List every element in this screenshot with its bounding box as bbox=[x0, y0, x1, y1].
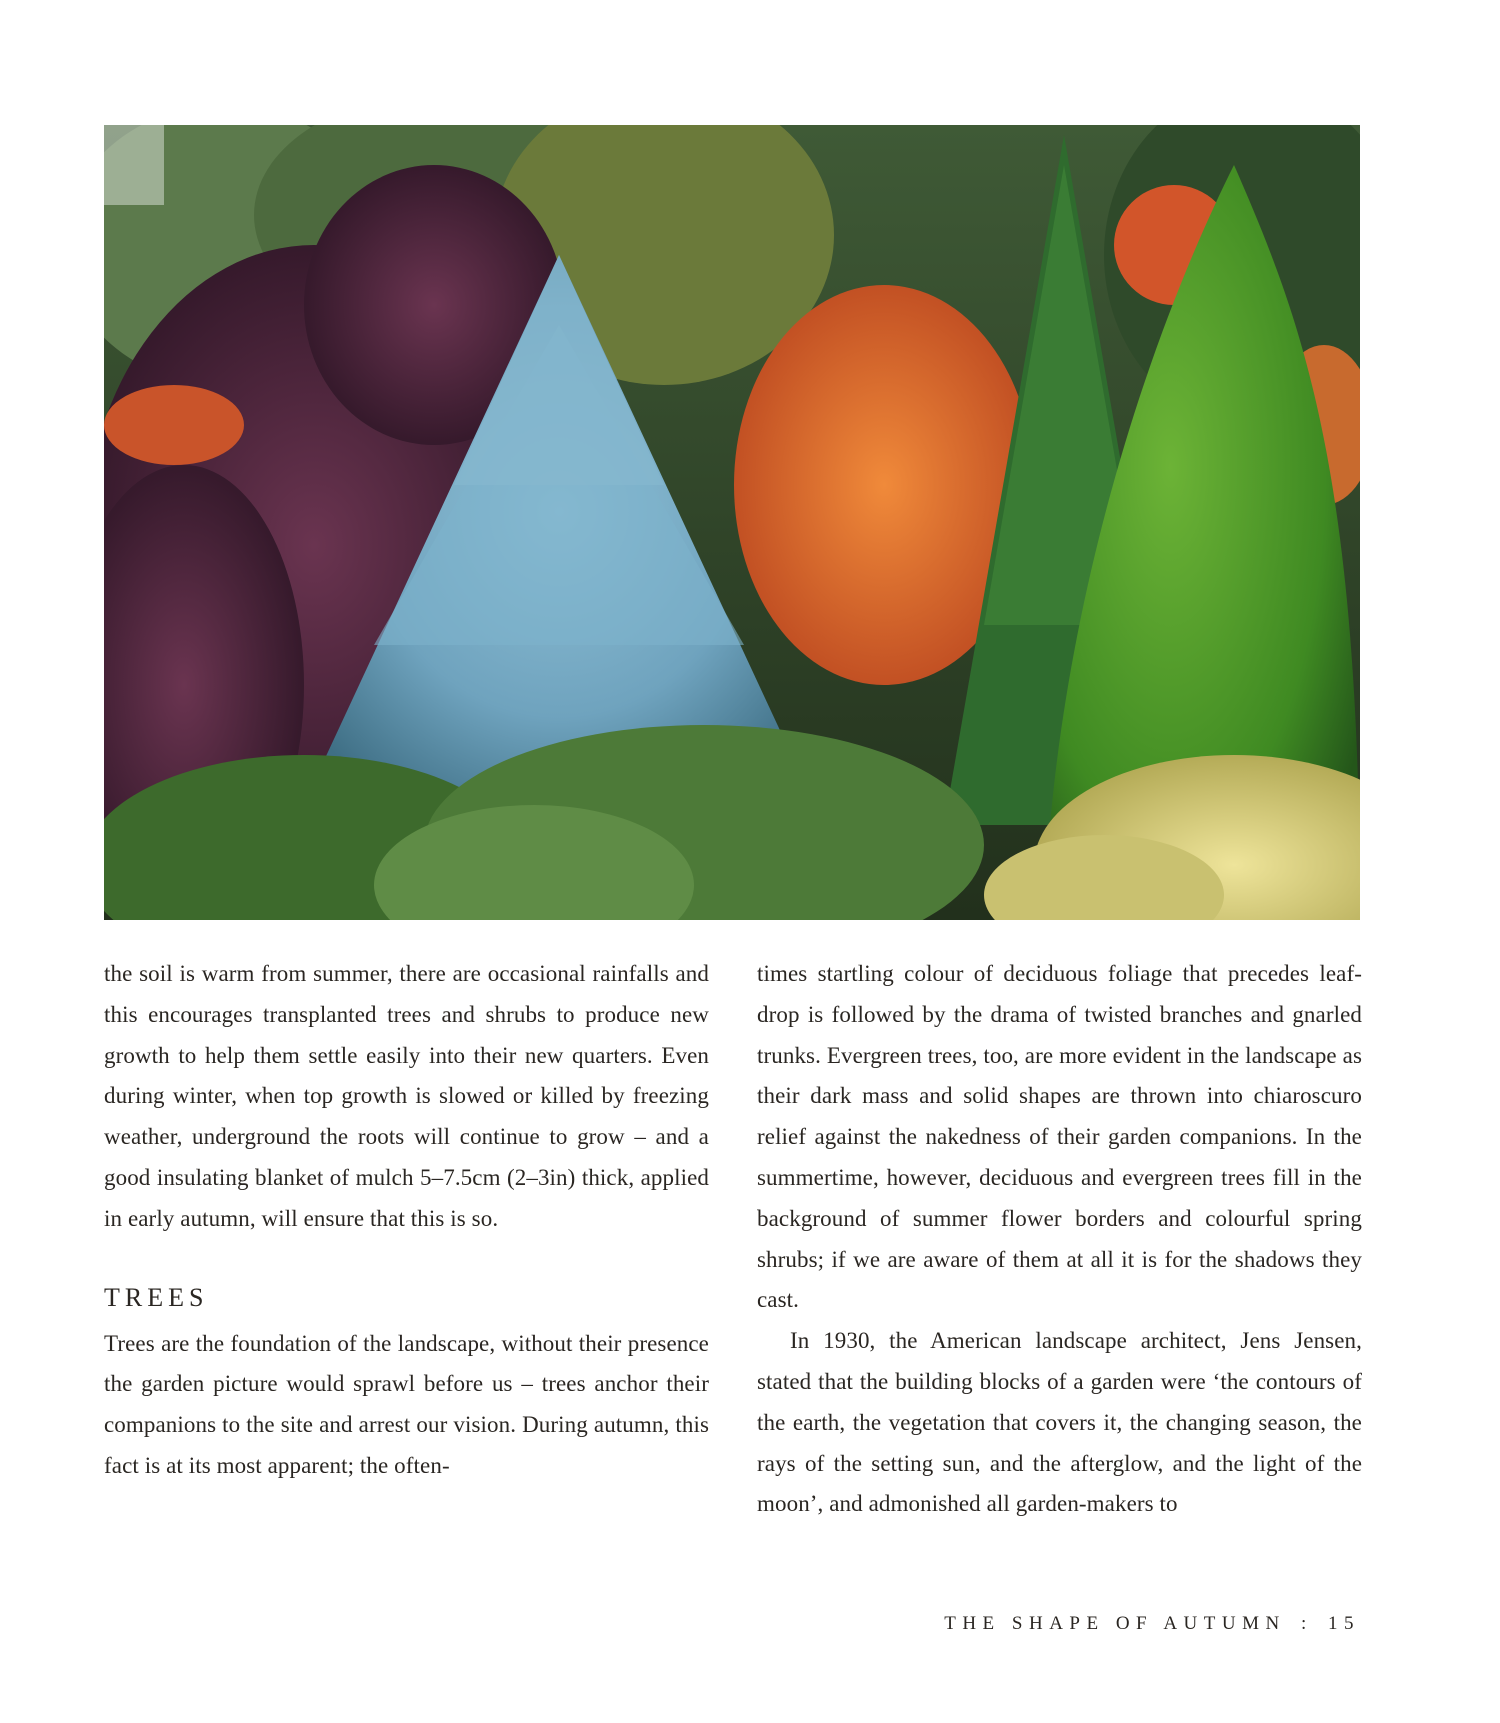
body-paragraph: times startling colour of deciduous foliage that precedes leaf-drop is followed by the drama of twisted branches and gnarled trunks. Evergreen trees, too, are more evident in the landscape as their dark mass and solid shapes are thrown into chiaroscuro relief against the nakedness of their garden companions. In the summertime, however, deciduous and evergreen trees fill in the background of summer flower borders and colourful spring shrubs; if we are aware of them at all it is for the shadows they cast. bbox=[757, 961, 1362, 1313]
autumn-garden-photo-icon bbox=[104, 125, 1360, 920]
section-heading: TREES bbox=[104, 1282, 209, 1312]
body-paragraph: the soil is warm from summer, there are occasional rainfalls and this encourages transplanted trees and shrubs to produce new growth to help them settle easily into their new quarters. Even during winter, when top growth is slowed or killed by freezing weather, underground the roots will continue to grow – and a good insulating blanket of mulch 5–7.5cm (2–3in) thick, applied in early autumn, will ensure that this is so. bbox=[104, 961, 709, 1231]
left-column bbox=[104, 954, 709, 1487]
autumn-garden-photo bbox=[104, 125, 1360, 920]
body-paragraph: In 1930, the American landscape architect, Jens Jensen, stated that the building blocks of a garden were ‘the contours of the earth, the vegetation that covers it, the changing season, the rays of the setting sun, and the afterglow, and the light of the moon’, and admonished all garden-makers to bbox=[757, 1328, 1362, 1517]
running-footer bbox=[944, 1613, 1360, 1635]
page-number: 15 bbox=[1328, 1613, 1360, 1634]
right-column bbox=[757, 954, 1362, 1525]
footer-separator: : bbox=[1300, 1613, 1313, 1634]
running-title: THE SHAPE OF AUTUMN bbox=[944, 1613, 1286, 1634]
body-paragraph: Trees are the foundation of the landscape, without their presence the garden picture would sprawl before us – trees anchor their companions to the site and arrest our vision. During autumn, this fact is at its most apparent; the often- bbox=[104, 1330, 709, 1478]
